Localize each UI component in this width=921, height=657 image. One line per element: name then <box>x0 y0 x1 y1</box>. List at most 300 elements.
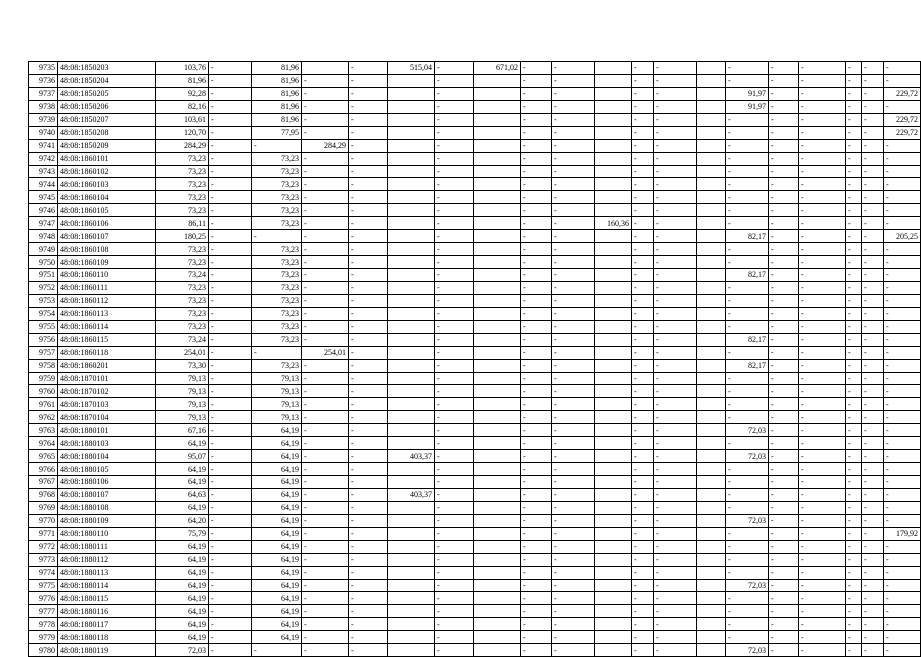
cadastral-number-cell: 48:08:1860114 <box>58 320 156 333</box>
value-cell: - <box>302 631 349 644</box>
value-cell <box>595 256 632 269</box>
value-cell: - <box>632 437 654 450</box>
value-cell: - <box>435 372 474 385</box>
value-cell: - <box>846 191 862 204</box>
value-cell: - <box>884 100 921 113</box>
value-cell: - <box>862 320 884 333</box>
row-number-cell: 9779 <box>29 631 58 644</box>
value-cell: - <box>654 605 697 618</box>
cadastral-number-cell: 48:08:1850208 <box>58 126 156 139</box>
value-cell: - <box>799 204 846 217</box>
value-cell: - <box>846 631 862 644</box>
value-cell: - <box>302 411 349 424</box>
value-cell: - <box>552 230 595 243</box>
table-row <box>29 294 921 307</box>
value-cell: - <box>521 191 552 204</box>
table-row <box>29 618 921 631</box>
value-cell <box>388 346 435 359</box>
value-cell: - <box>846 476 862 489</box>
value-cell: - <box>521 631 552 644</box>
value-cell: - <box>799 644 846 657</box>
value-cell <box>595 514 632 527</box>
value-cell: - <box>799 424 846 437</box>
value-cell <box>474 346 521 359</box>
value-cell: - <box>862 631 884 644</box>
value-cell: - <box>884 372 921 385</box>
cadastral-number-cell: 48:08:1860103 <box>58 178 156 191</box>
row-number-cell: 9740 <box>29 126 58 139</box>
value-cell: - <box>884 256 921 269</box>
table-row <box>29 372 921 385</box>
value-cell: - <box>846 359 862 372</box>
value-cell: - <box>209 372 252 385</box>
value-cell: - <box>349 359 388 372</box>
table-row <box>29 450 921 463</box>
value-cell: - <box>252 230 302 243</box>
row-number-cell: 9772 <box>29 540 58 553</box>
value-cell: - <box>632 398 654 411</box>
value-cell: - <box>654 631 697 644</box>
value-cell: - <box>726 126 769 139</box>
value-cell <box>474 269 521 282</box>
value-cell <box>474 437 521 450</box>
value-cell <box>595 100 632 113</box>
value-cell <box>697 540 726 553</box>
value-cell: - <box>521 359 552 372</box>
value-cell: - <box>799 579 846 592</box>
value-cell: 73,23 <box>252 178 302 191</box>
cadastral-number-cell: 48:08:1880107 <box>58 488 156 501</box>
value-cell: - <box>726 256 769 269</box>
value-cell: - <box>799 501 846 514</box>
value-cell: - <box>435 553 474 566</box>
value-cell: - <box>349 204 388 217</box>
value-cell: - <box>846 230 862 243</box>
cadastral-number-cell: 48:08:1860201 <box>58 359 156 372</box>
value-cell: - <box>862 204 884 217</box>
value-cell: - <box>726 605 769 618</box>
value-cell: - <box>654 411 697 424</box>
value-cell: 64,19 <box>156 631 209 644</box>
value-cell: 72,03 <box>726 424 769 437</box>
value-cell: - <box>632 514 654 527</box>
value-cell: 72,03 <box>726 644 769 657</box>
value-cell: - <box>654 281 697 294</box>
value-cell: - <box>799 62 846 75</box>
value-cell: - <box>349 553 388 566</box>
value-cell: - <box>252 346 302 359</box>
value-cell: - <box>862 269 884 282</box>
value-cell: - <box>521 437 552 450</box>
value-cell: - <box>632 269 654 282</box>
value-cell: - <box>654 230 697 243</box>
value-cell: - <box>769 424 799 437</box>
value-cell: - <box>209 294 252 307</box>
value-cell <box>595 243 632 256</box>
value-cell: - <box>552 152 595 165</box>
value-cell: - <box>302 514 349 527</box>
value-cell: - <box>884 566 921 579</box>
value-cell: - <box>799 618 846 631</box>
value-cell: - <box>209 217 252 230</box>
value-cell <box>697 152 726 165</box>
value-cell: - <box>435 178 474 191</box>
value-cell: 64,19 <box>252 540 302 553</box>
value-cell: - <box>521 217 552 230</box>
cadastral-number-cell: 48:08:1860101 <box>58 152 156 165</box>
value-cell: 81,96 <box>252 113 302 126</box>
value-cell: - <box>846 165 862 178</box>
value-cell: 229,72 <box>884 126 921 139</box>
value-cell: - <box>435 281 474 294</box>
value-cell: - <box>862 385 884 398</box>
value-cell: - <box>349 605 388 618</box>
value-cell <box>595 281 632 294</box>
value-cell: - <box>726 307 769 320</box>
value-cell: 284,29 <box>156 139 209 152</box>
value-cell <box>388 527 435 540</box>
value-cell <box>388 281 435 294</box>
row-number-cell: 9739 <box>29 113 58 126</box>
value-cell: - <box>769 74 799 87</box>
value-cell: - <box>726 411 769 424</box>
value-cell: - <box>552 294 595 307</box>
value-cell: - <box>632 540 654 553</box>
row-number-cell: 9746 <box>29 204 58 217</box>
row-number-cell: 9747 <box>29 217 58 230</box>
value-cell <box>388 501 435 514</box>
value-cell: - <box>552 618 595 631</box>
value-cell: 64,19 <box>252 605 302 618</box>
value-cell: - <box>846 152 862 165</box>
value-cell: - <box>769 476 799 489</box>
value-cell: - <box>349 281 388 294</box>
value-cell: - <box>799 411 846 424</box>
value-cell: - <box>435 230 474 243</box>
value-cell: - <box>884 424 921 437</box>
cadastral-number-cell: 48:08:1880116 <box>58 605 156 618</box>
value-cell: - <box>726 243 769 256</box>
value-cell: - <box>769 450 799 463</box>
value-cell: - <box>654 178 697 191</box>
value-cell: - <box>862 165 884 178</box>
value-cell: - <box>846 411 862 424</box>
value-cell: 64,19 <box>252 527 302 540</box>
value-cell: - <box>654 359 697 372</box>
value-cell: - <box>435 488 474 501</box>
value-cell: - <box>209 139 252 152</box>
value-cell: - <box>349 450 388 463</box>
value-cell: 73,23 <box>252 217 302 230</box>
value-cell: 64,19 <box>156 553 209 566</box>
value-cell: - <box>769 501 799 514</box>
value-cell: 81,96 <box>252 87 302 100</box>
value-cell <box>697 488 726 501</box>
value-cell: - <box>654 463 697 476</box>
value-cell: 73,23 <box>156 256 209 269</box>
value-cell: - <box>726 553 769 566</box>
value-cell: 82,16 <box>156 100 209 113</box>
value-cell <box>388 333 435 346</box>
value-cell: - <box>435 450 474 463</box>
value-cell: - <box>654 74 697 87</box>
value-cell: - <box>769 269 799 282</box>
value-cell: - <box>552 243 595 256</box>
value-cell: - <box>521 204 552 217</box>
value-cell: 64,19 <box>252 579 302 592</box>
value-cell: - <box>799 346 846 359</box>
value-cell: 73,23 <box>252 281 302 294</box>
value-cell <box>474 527 521 540</box>
value-cell: - <box>435 631 474 644</box>
value-cell: - <box>209 74 252 87</box>
value-cell: - <box>726 152 769 165</box>
value-cell: 180,25 <box>156 230 209 243</box>
value-cell: 73,23 <box>156 307 209 320</box>
value-cell: 64,19 <box>252 501 302 514</box>
value-cell: 64,19 <box>156 592 209 605</box>
value-cell: - <box>435 540 474 553</box>
table-row <box>29 553 921 566</box>
value-cell <box>474 450 521 463</box>
value-cell: - <box>884 605 921 618</box>
value-cell: - <box>552 450 595 463</box>
value-cell: - <box>884 294 921 307</box>
value-cell: - <box>799 437 846 450</box>
value-cell: 64,19 <box>252 592 302 605</box>
cadastral-number-cell: 48:08:1860106 <box>58 217 156 230</box>
value-cell: - <box>632 411 654 424</box>
value-cell <box>595 385 632 398</box>
value-cell <box>595 631 632 644</box>
row-number-cell: 9745 <box>29 191 58 204</box>
value-cell <box>388 230 435 243</box>
value-cell: 64,19 <box>252 424 302 437</box>
value-cell: - <box>209 346 252 359</box>
cadastral-number-cell: 48:08:1880106 <box>58 476 156 489</box>
cadastral-number-cell: 48:08:1880103 <box>58 437 156 450</box>
cadastral-number-cell: 48:08:1870102 <box>58 385 156 398</box>
table-row <box>29 243 921 256</box>
value-cell: - <box>846 437 862 450</box>
table-row <box>29 488 921 501</box>
value-cell <box>388 217 435 230</box>
value-cell: - <box>521 385 552 398</box>
value-cell: - <box>884 165 921 178</box>
value-cell: - <box>302 476 349 489</box>
value-cell: 64,19 <box>156 437 209 450</box>
value-cell <box>595 398 632 411</box>
value-cell: 72,03 <box>156 644 209 657</box>
value-cell <box>595 165 632 178</box>
value-cell: - <box>799 100 846 113</box>
value-cell: - <box>846 74 862 87</box>
value-cell: - <box>726 437 769 450</box>
table-row <box>29 74 921 87</box>
value-cell <box>388 191 435 204</box>
value-cell <box>697 74 726 87</box>
value-cell: - <box>521 178 552 191</box>
value-cell: 73,23 <box>252 256 302 269</box>
value-cell <box>595 126 632 139</box>
value-cell: - <box>769 178 799 191</box>
value-cell: 73,23 <box>156 165 209 178</box>
value-cell: - <box>209 243 252 256</box>
cadastral-number-cell: 48:08:1860110 <box>58 269 156 282</box>
value-cell: - <box>884 385 921 398</box>
value-cell: - <box>884 618 921 631</box>
value-cell: - <box>726 501 769 514</box>
table-row <box>29 514 921 527</box>
value-cell: - <box>769 372 799 385</box>
table-row <box>29 87 921 100</box>
value-cell <box>595 501 632 514</box>
value-cell: - <box>349 527 388 540</box>
value-cell <box>697 501 726 514</box>
value-cell: - <box>862 307 884 320</box>
value-cell: - <box>769 294 799 307</box>
value-cell: - <box>521 320 552 333</box>
value-cell: - <box>209 424 252 437</box>
value-cell <box>388 307 435 320</box>
value-cell <box>474 566 521 579</box>
value-cell: - <box>435 62 474 75</box>
value-cell: - <box>349 294 388 307</box>
value-cell <box>388 605 435 618</box>
value-cell: - <box>435 126 474 139</box>
value-cell <box>474 281 521 294</box>
value-cell: - <box>552 307 595 320</box>
value-cell: - <box>552 217 595 230</box>
table-row <box>29 385 921 398</box>
value-cell: - <box>302 437 349 450</box>
value-cell: - <box>552 178 595 191</box>
value-cell: - <box>654 501 697 514</box>
value-cell <box>697 294 726 307</box>
value-cell: - <box>349 411 388 424</box>
value-cell: - <box>799 605 846 618</box>
cadastral-number-cell: 48:08:1860105 <box>58 204 156 217</box>
table-row <box>29 100 921 113</box>
value-cell: - <box>726 346 769 359</box>
value-cell: - <box>435 424 474 437</box>
value-cell: 64,19 <box>156 501 209 514</box>
value-cell <box>697 476 726 489</box>
value-cell: - <box>862 540 884 553</box>
value-cell <box>474 87 521 100</box>
value-cell: - <box>799 540 846 553</box>
value-cell <box>388 372 435 385</box>
value-cell <box>697 87 726 100</box>
value-cell: - <box>632 488 654 501</box>
cadastral-number-cell: 48:08:1860115 <box>58 333 156 346</box>
value-cell: - <box>862 514 884 527</box>
value-cell <box>388 126 435 139</box>
value-cell: 73,23 <box>252 191 302 204</box>
cadastral-number-cell: 48:08:1850207 <box>58 113 156 126</box>
value-cell: 79,13 <box>156 372 209 385</box>
value-cell: - <box>349 165 388 178</box>
value-cell <box>595 178 632 191</box>
value-cell: - <box>349 113 388 126</box>
value-cell: - <box>769 204 799 217</box>
value-cell: - <box>435 113 474 126</box>
value-cell <box>697 514 726 527</box>
value-cell <box>474 320 521 333</box>
value-cell: - <box>862 359 884 372</box>
value-cell: - <box>769 87 799 100</box>
value-cell: - <box>769 281 799 294</box>
value-cell: - <box>209 450 252 463</box>
value-cell: 515,04 <box>388 62 435 75</box>
value-cell: - <box>884 333 921 346</box>
row-number-cell: 9766 <box>29 463 58 476</box>
value-cell <box>595 553 632 566</box>
value-cell <box>697 644 726 657</box>
value-cell: 73,24 <box>156 269 209 282</box>
value-cell: - <box>552 139 595 152</box>
value-cell: - <box>884 553 921 566</box>
value-cell <box>474 126 521 139</box>
value-cell: - <box>726 631 769 644</box>
value-cell: - <box>846 113 862 126</box>
value-cell: 64,19 <box>156 463 209 476</box>
value-cell: - <box>632 307 654 320</box>
value-cell <box>595 618 632 631</box>
value-cell: - <box>654 62 697 75</box>
value-cell: - <box>552 501 595 514</box>
value-cell <box>474 307 521 320</box>
value-cell: 160,36 <box>595 217 632 230</box>
value-cell <box>388 178 435 191</box>
value-cell: - <box>862 333 884 346</box>
value-cell: 64,63 <box>156 488 209 501</box>
value-cell <box>474 488 521 501</box>
value-cell <box>697 359 726 372</box>
value-cell: - <box>846 488 862 501</box>
value-cell: - <box>769 644 799 657</box>
value-cell: - <box>435 74 474 87</box>
value-cell <box>697 62 726 75</box>
value-cell: - <box>552 87 595 100</box>
value-cell: - <box>521 74 552 87</box>
row-number-cell: 9767 <box>29 476 58 489</box>
value-cell: 92,28 <box>156 87 209 100</box>
value-cell <box>474 230 521 243</box>
row-number-cell: 9750 <box>29 256 58 269</box>
value-cell <box>697 553 726 566</box>
value-cell: - <box>552 62 595 75</box>
value-cell: - <box>302 527 349 540</box>
table-row <box>29 566 921 579</box>
value-cell: 72,03 <box>726 514 769 527</box>
value-cell: - <box>799 320 846 333</box>
cadastral-number-cell: 48:08:1860118 <box>58 346 156 359</box>
value-cell: - <box>846 553 862 566</box>
value-cell: - <box>552 579 595 592</box>
value-cell: - <box>349 592 388 605</box>
value-cell: - <box>799 527 846 540</box>
value-cell: 254,01 <box>156 346 209 359</box>
value-cell: - <box>552 592 595 605</box>
value-cell <box>595 191 632 204</box>
value-cell: - <box>349 62 388 75</box>
value-cell: - <box>632 126 654 139</box>
value-cell: - <box>552 372 595 385</box>
value-cell: - <box>726 281 769 294</box>
value-cell: - <box>302 605 349 618</box>
value-cell: - <box>632 139 654 152</box>
